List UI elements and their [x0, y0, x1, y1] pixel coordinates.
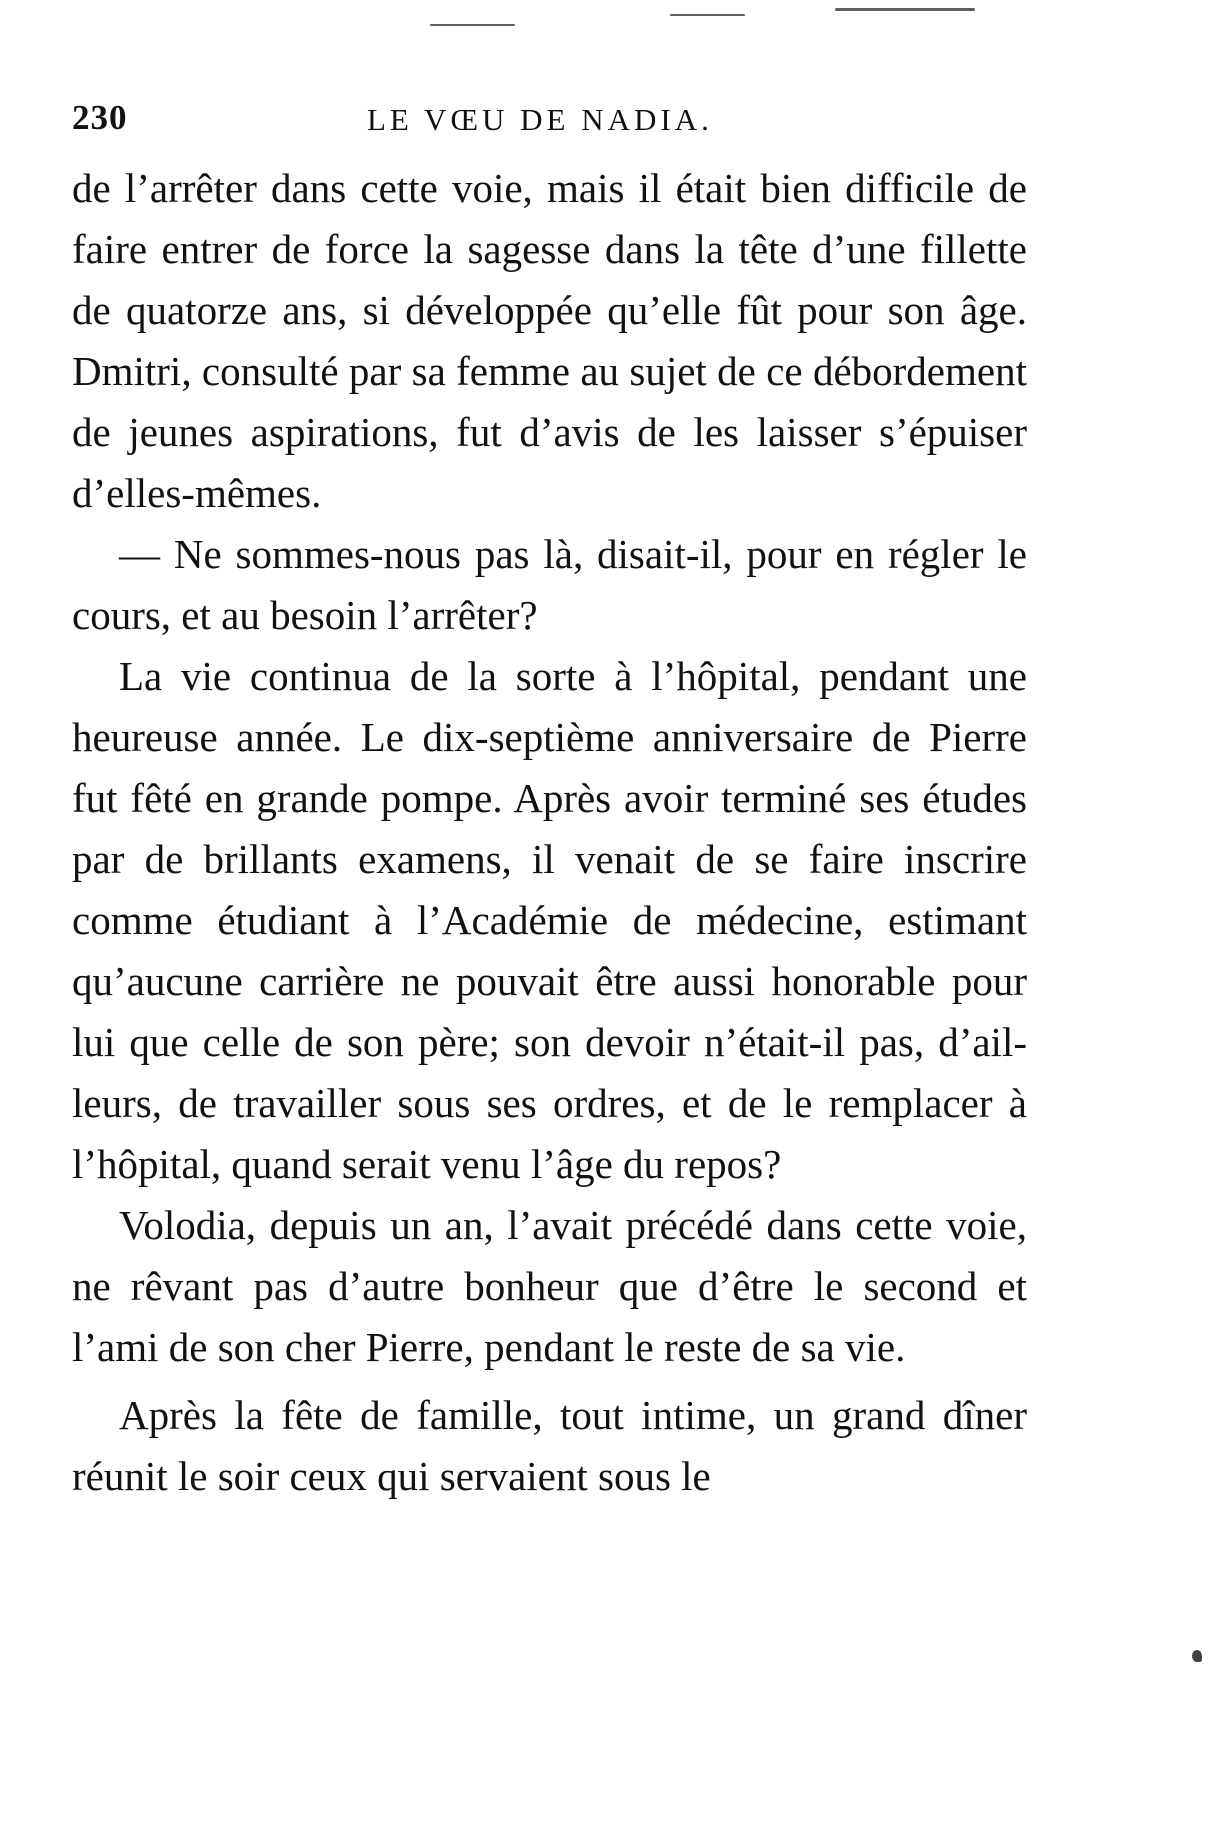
scan-mark	[430, 24, 515, 26]
paragraph: Après la fête de famille, tout intime, un grand dîner réunit le soir ceux qui servaient sous le	[72, 1392, 1027, 1499]
paragraph: de l’arrêter dans cette voie, mais il était bien difficile de faire entrer de force la sagesse dans la tête d’une fillette de quatorze ans, si développée qu’elle fût pour son âge. Dmitri, consulté par sa femme au sujet de ce débordement de jeunes aspirations, fut d’avis de les laisser s’épuiser d’elles-mêmes.	[72, 165, 1027, 516]
scan-mark	[670, 14, 745, 16]
scan-mark	[835, 8, 975, 11]
ink-speck	[1192, 1650, 1202, 1662]
body-text	[72, 158, 1027, 1507]
running-title: LE VŒU DE NADIA.	[367, 102, 713, 137]
paragraph: La vie continua de la sorte à l’hôpital, pendant une heureuse année. Le dix-septième anniversaire de Pierre fut fêté en grande pompe. Après avoir terminé ses études par de brillants examens, il venait de se faire inscrire comme étudiant à l’Académie de médecine, estimant qu’aucune carrière ne pouvait être aussi honorable pour lui que celle de son père; son devoir n’était-il pas, d’ailleurs, de travailler sous ses ordres, et de le remplacer à l’hôpital, quand serait venu l’âge du repos?	[72, 653, 1027, 1187]
paragraph: — Ne sommes-nous pas là, disait-il, pour en régler le cours, et au besoin l’arrêter?	[72, 531, 1027, 638]
paragraph: Volodia, depuis un an, l’avait précédé dans cette voie, ne rêvant pas d’autre bonheur que d’être le second et l’ami de son cher Pierre, pendant le reste de sa vie.	[72, 1202, 1027, 1370]
page-number: 230	[72, 98, 128, 137]
running-head	[72, 98, 1027, 148]
